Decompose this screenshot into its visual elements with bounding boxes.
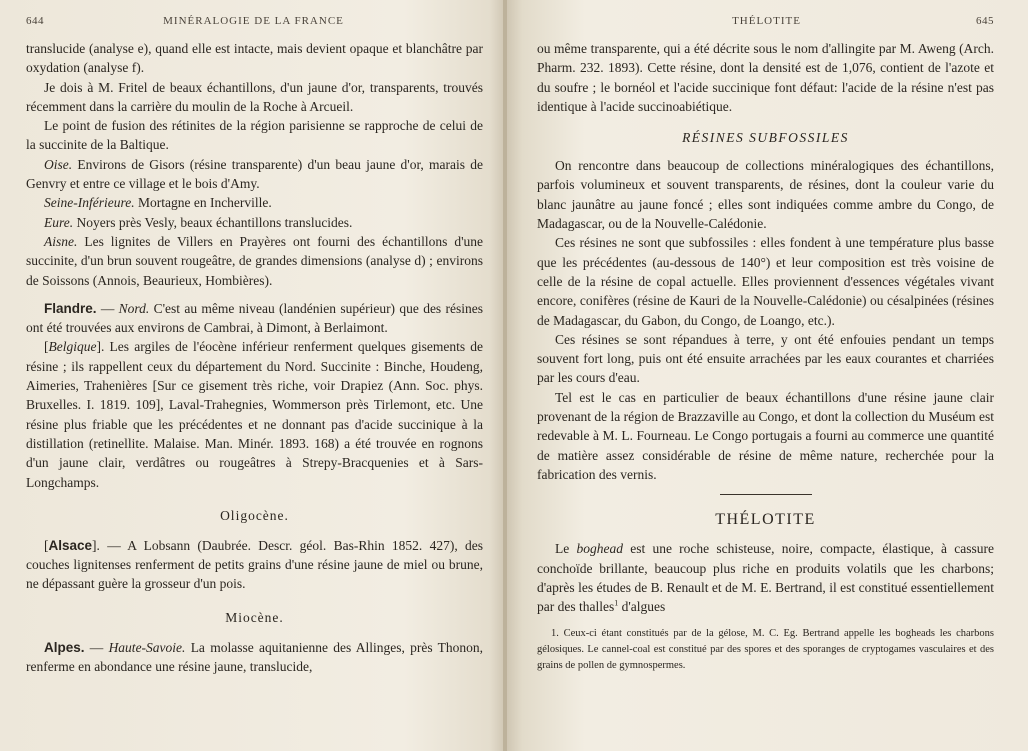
footnote-marker: 1 bbox=[614, 598, 619, 608]
aisne-text: Les lignites de Villers en Prayères ont fourni des échantillons d'une succinite, d'un brun souvent rougeâtre, de grandes dimensions (analyse d) ; environs de Soissons (Annois, Beaurieux, Hombières). bbox=[26, 233, 483, 288]
alsace-paragraph bbox=[26, 536, 483, 594]
right-paragraph-6 bbox=[537, 539, 994, 616]
right-running-title: THÉLOTITE bbox=[732, 15, 801, 27]
right-paragraph-1: ou même transparente, qui a été décrite sous le nom d'allingite par M. Aweng (Arch. Pharm. 232. 1893). Cette résine, dont la densité est de 1,076, contient de l'azote et du soufre ; le bornéol et l'acide succinique font défaut: l'acide de la résine n'est pas identique à l'acide succinoabiétique. bbox=[537, 41, 994, 114]
belgique-label: Belgique bbox=[48, 339, 97, 355]
aisne-paragraph bbox=[26, 232, 483, 290]
seine-text: Mortagne en Incherville. bbox=[134, 195, 272, 211]
alpes-paragraph bbox=[26, 638, 483, 677]
right-page-number: 645 bbox=[976, 15, 994, 27]
left-page-number: 644 bbox=[26, 15, 44, 27]
flandre-dash: — bbox=[96, 300, 119, 316]
section-divider bbox=[720, 494, 812, 495]
left-paragraph-3: Le point de fusion des rétinites de la région parisienne se rapproche de celui de la succinite de la Baltique. bbox=[26, 118, 483, 153]
right-paragraph-2: On rencontre dans beaucoup de collections minéralogiques des échantillons, parfois volumineux et souvent transparents, de résines, dont la couleur varie du blanc jaunâtre au jaune foncé ; elles sont indiquées comme ambre du Congo, de Madagascar, ou de la Nouvelle-Calédonie. bbox=[537, 158, 994, 232]
right-paragraph-4: Ces résines se sont répandues à terre, y ont été enfouies pendant un temps souvent fort long, puis ont été ensuite arrachées par les eaux courantes et charriées par les cours d'eau. bbox=[537, 331, 994, 386]
footnote: 1. Ceux-ci étant constitués par de la gélose, M. C. Eg. Bertrand appelle les bogheads les charbons gélosiques. Le cannel-coal est constitué par des spores et des sporanges de cryptogames vasculaires et des grains de pollen de gymnospermes. bbox=[537, 628, 994, 672]
chapter-title: THÉLOTITE bbox=[715, 511, 816, 529]
flandre-paragraph bbox=[26, 299, 483, 338]
seine-label: Seine-Inférieure. bbox=[44, 195, 135, 211]
oise-text: Environs de Gisors (résine transparente) d'un beau jaune d'or, marais de Genvry et entre ce village et le bois d'Amy. bbox=[26, 156, 483, 192]
oise-label: Oise. bbox=[44, 156, 73, 172]
p6-end: d'algues bbox=[618, 599, 666, 615]
oise-paragraph bbox=[26, 155, 483, 194]
alsace-text: ]. — A Lobsann (Daubrée. Descr. géol. Bas-Rhin 1852. 427), des couches lignitenses renferment de petits grains d'une résine jaune de miel ou brune, ne dépassant guère la grosseur d'un pois. bbox=[26, 537, 483, 592]
alsace-bracket: [ bbox=[44, 537, 49, 553]
miocene-heading: Miocène. bbox=[225, 609, 284, 625]
p6-italic: boghead bbox=[576, 541, 623, 557]
flandre-label: Nord. bbox=[118, 300, 150, 316]
left-running-head bbox=[26, 15, 483, 29]
left-running-title: MINÉRALOGIE DE LA FRANCE bbox=[163, 15, 344, 27]
alpes-text: La molasse aquitanienne des Allinges, près Thonon, renferme en abondance une résine jaune, translucide, bbox=[26, 639, 483, 675]
eure-label: Eure. bbox=[44, 214, 74, 230]
oligocene-heading: Oligocène. bbox=[220, 507, 289, 523]
alsace-heading: Alsace bbox=[48, 537, 93, 553]
flandre-heading: Flandre. bbox=[44, 300, 97, 316]
right-paragraph-3: Ces résines ne sont que subfossiles : elles fondent à une température plus basse que les précédentes (au-dessous de 140°) et leur composition est très voisine de celle de la résine de copal actuelle. Elles proviennent d'essences végétales vivant encore, conifères (résine de Kauri de la Nouvelle-Calédonie) ou césalpinées (résines de Madagascar, du Gabon, du Congo, de Loango, etc.). bbox=[537, 235, 994, 328]
eure-text: Noyers près Vesly, beaux échantillons translucides. bbox=[73, 214, 353, 230]
flandre-text: C'est au même niveau (landénien supérieur) que des résines ont été trouvées aux environs de Cambrai, à Dimont, à Berlaimont. bbox=[26, 300, 483, 336]
alpes-label: Haute-Savoie. bbox=[108, 639, 186, 655]
right-paragraph-5: Tel est le cas en particulier de beaux échantillons d'une résine jaune clair provenant de la région de Brazzaville au Congo, et dont la collection du Muséum est redevable à M. L. Fourneau. Le Congo portugais a fourni au commerce une quantité de matière assez considérable de résine de même nature, recherchée pour la fabrication des vernis. bbox=[537, 389, 994, 482]
alpes-dash: — bbox=[84, 639, 109, 655]
belgique-paragraph bbox=[26, 337, 483, 491]
seine-paragraph bbox=[26, 193, 483, 212]
left-paragraph-2: Je dois à M. Fritel de beaux échantillons, d'un jaune d'or, transparents, trouvés récemment dans la carrière du moulin de la Roche à Arcueil. bbox=[26, 79, 483, 114]
p6-text: est une roche schisteuse, noire, compacte, élastique, à cassure conchoïde brillante, beaucoup plus riche en produits volatils que les charbons; d'après les études de B. Renault et de M. E. Bertrand, il est constitué essentiellement par des thalles bbox=[537, 541, 994, 615]
right-page bbox=[507, 0, 1028, 751]
belgique-bracket: [ bbox=[44, 339, 49, 355]
alpes-heading: Alpes. bbox=[44, 639, 85, 655]
p6-pre: Le bbox=[555, 541, 577, 557]
right-running-head bbox=[537, 15, 994, 29]
section-title: RÉSINES SUBFOSSILES bbox=[682, 130, 849, 146]
left-paragraph-1: translucide (analyse e), quand elle est intacte, mais devient opaque et blanchâtre par oxydation (analyse f). bbox=[26, 41, 483, 76]
aisne-label: Aisne. bbox=[44, 233, 78, 249]
eure-paragraph bbox=[26, 213, 483, 232]
left-page bbox=[0, 0, 505, 751]
belgique-text: ]. Les argiles de l'éocène inférieur renferment quelques gisements de résine ; ils rappellent ceux du département du Nord. Succinite : Binche, Houdeng, Aimeries, Trahenières [Sur ce gisement très riche, voir Drapiez (Ann. Soc. phys. Bruxelles. I. 1819. 109], Laval-Trahegnies, Wommerson près Tirlemont, etc. Une résine plus friable que les précédentes et ne donnant pas d'acide succinique à la distillation (retinellite. Malaise. Man. Minér. 1893. 168) a été trouvée en rognons d'un jaune clair, verdâtres ou rougeâtres à Strepy-Bracquenies et à Sars-Longchamps. bbox=[26, 339, 483, 490]
